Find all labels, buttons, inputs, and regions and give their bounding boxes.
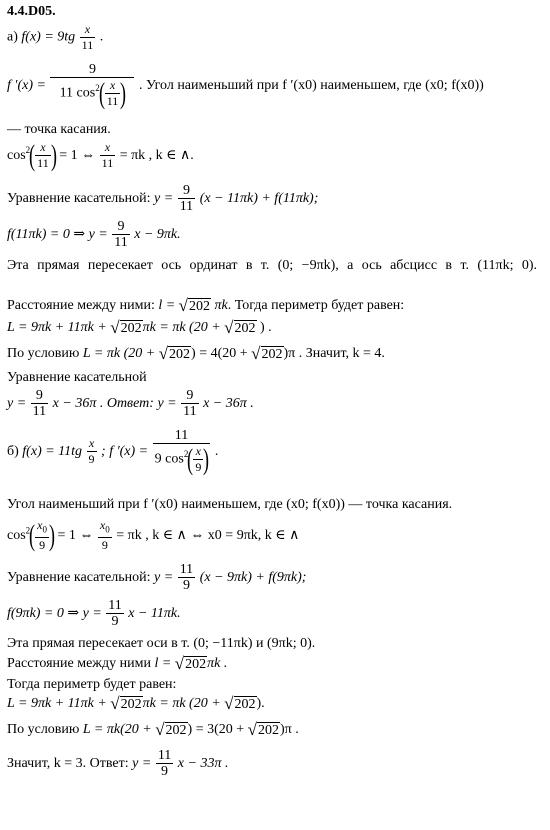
b-function-line: б) f(x) = 11tg $\frac{x}{9}$ ; f ′(x) = 11 9 $\cos^2$( $\frac{x}{9}$ ) .	[7, 428, 219, 476]
a-derivative-fraction: 9 11 $\cos^2$( $\frac{x}{11}$ )	[50, 62, 134, 109]
a-tangency-line: — точка касания.	[7, 122, 111, 137]
fraction-x-over-11: $\frac{x}{11}$	[81, 22, 94, 52]
b-angle-line: Угол наименьший при f ′(x0) наименьшем, где (x0; f(x0)) — точка касания.	[7, 497, 453, 512]
problem-number: 4.4.D05.	[7, 4, 56, 19]
b-condition-line: По условию L = πk(20 + √202) = 3(20 + √202)π .	[7, 720, 299, 739]
a-derivative-line	[7, 62, 484, 109]
a-intersection-text: Эта прямая пересекает ось ординат в т. (0; −9πk), а ось абсцисс в т. (11πk; 0).	[7, 258, 537, 273]
a-perimeter-line: L = 9πk + 11πk + √202πk = πk (20 + √202 ) .	[7, 318, 272, 337]
a-derivative-lhs: f ′(x) =	[7, 77, 46, 93]
a-tangent-label: Уравнение касательной	[7, 370, 147, 385]
a-cos-equation: $\cos^2$( $\frac{x}{11}$ ) = 1 ⇔ $\frac{x}{11}$ = πk , k ∈ ∧.	[7, 138, 194, 172]
a-label: а)	[7, 29, 18, 45]
a-answer-line: y = $\frac{9}{11}$ x − 36π . Ответ: y = $\frac{9}{11}$ x − 36π .	[7, 388, 254, 419]
equivalence-symbol: ⇔	[81, 147, 96, 163]
a-function: f(x) = 9tg	[21, 29, 76, 45]
b-perimeter-label: Тогда периметр будет равен:	[7, 677, 177, 692]
a-distance-line: Расстояние между ними: l = √202 πk. Тогда периметр будет равен:	[7, 296, 405, 315]
a-tangent-line-final: f(11πk) = 0 ⇒ y = $\frac{9}{11}$ x − 9πk.	[7, 219, 181, 250]
b-tangent-equation: Уравнение касательной: y = $\frac{11}{9}$ (x − 9πk) + f(9πk);	[7, 562, 307, 593]
b-cos-equation: $\cos^2$( $\frac{x_0}{9}$ ) = 1 ⇔ $\frac{x_0}{9}$ = πk , k ∈ ∧ ⇔ x0 = 9πk, k ∈ ∧	[7, 518, 300, 553]
a-condition-line: По условию L = πk (20 + √202) = 4(20 + √202)π . Значит, k = 4.	[7, 344, 385, 363]
b-label: б)	[7, 443, 19, 459]
a-angle-text: . Угол наименьший при f ′(x0) наименьшем, где (x0; f(x0))	[138, 77, 484, 93]
b-perimeter-line: L = 9πk + 11πk + √202πk = πk (20 + √202).	[7, 694, 265, 713]
b-distance-line: Расстояние между ними l = √202πk .	[7, 654, 228, 673]
b-tangent-line-final: f(9πk) = 0 ⇒ y = $\frac{11}{9}$ x − 11πk.	[7, 598, 181, 629]
a-tangent-equation: Уравнение касательной: y = $\frac{9}{11}$ (x − 11πk) + f(11πk);	[7, 183, 319, 214]
a-function-line: а) f(x) = 9tg $\frac{x}{11}$ .	[7, 22, 104, 52]
b-intersection-line: Эта прямая пересекает оси в т. (0; −11πk) и (9πk; 0).	[7, 636, 316, 651]
b-answer-line: Значит, k = 3. Ответ: y = $\frac{11}{9}$ x − 33π .	[7, 748, 229, 779]
